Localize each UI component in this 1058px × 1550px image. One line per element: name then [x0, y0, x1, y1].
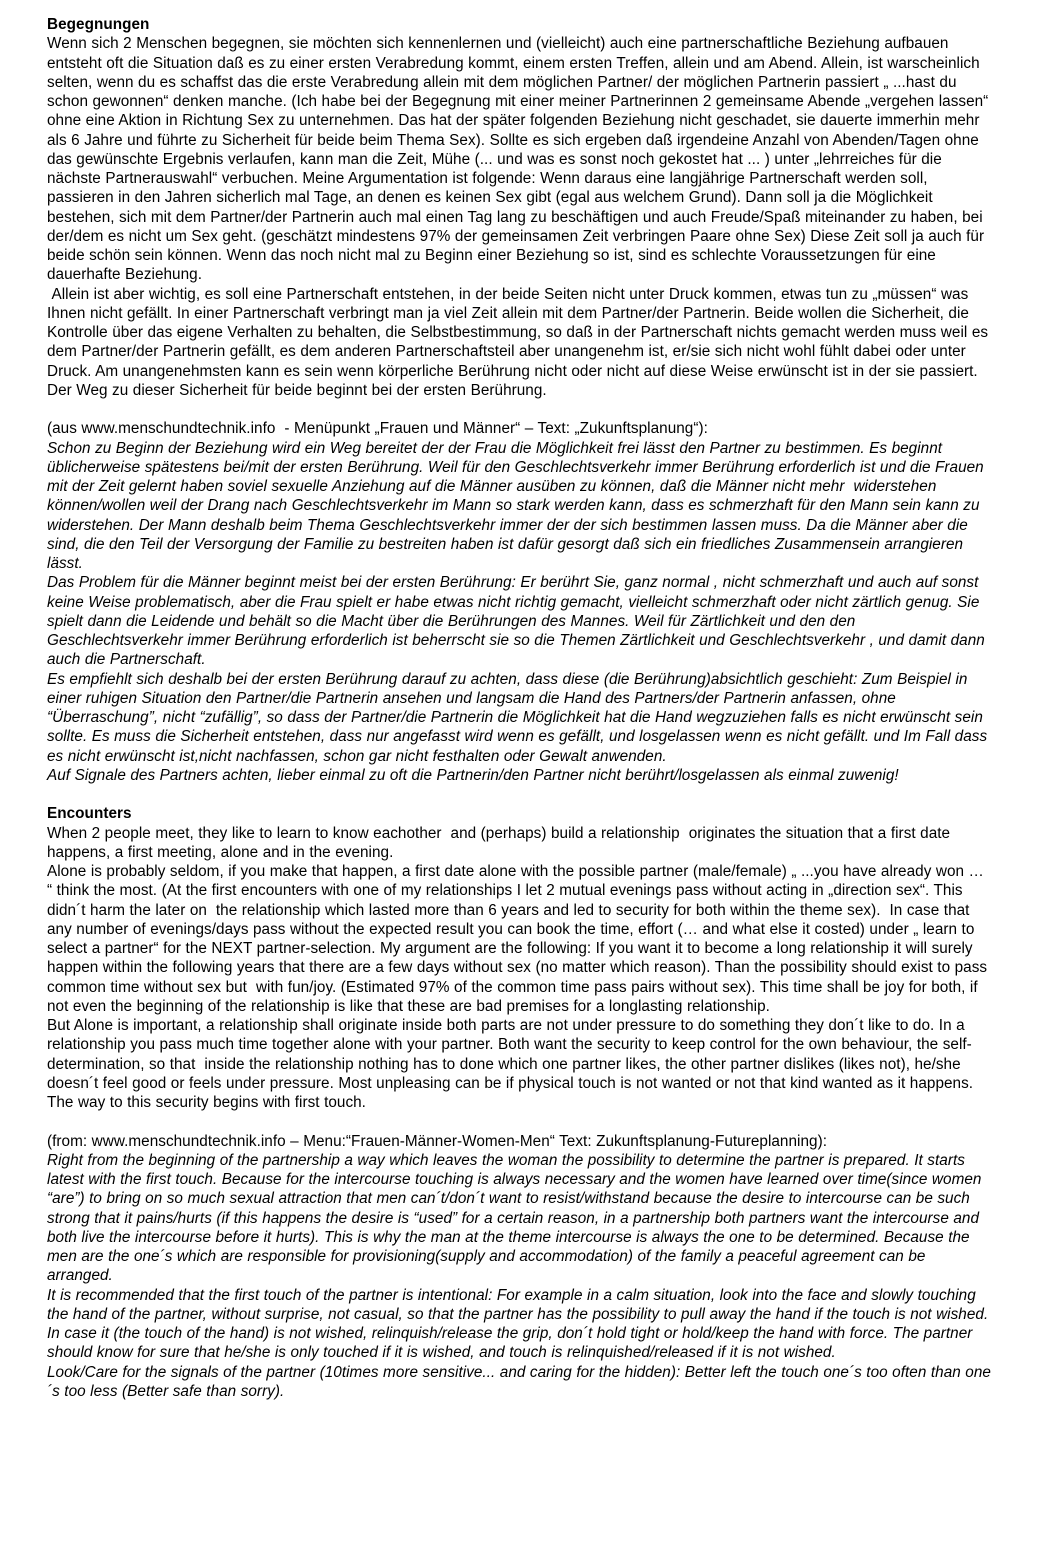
english-paragraph: Alone is probably seldom, if you make that happen, a first date alone with the possible partner (male/female) „ ...you have already won … “ think the most. (At the first encounters with one of my relationships I let 2 mutual evenings pass without acting in „direction sex“. This didn´t harm the later on the relationship which lasted more than 6 years and led to security for both within the theme sex). In case that any number of evenings/days pass without the expected result you can book the time, effort (… and what else it costed) under „ learn to select a partner“ for the NEXT partner-selection. My argument are the following: If you want it to become a long relationship it will surely happen within the following years that there are a few days without sex (no matter which reason). Than the possibility should exist to pass common time without sex but with fun/joy. (Estimated 97% of the common time pass pairs without sex). This time shall be joy for both, if not even the beginning of the relationship is like that these are bad premises for a longlasting relationship.	[47, 863, 992, 1015]
document-page	[47, 15, 993, 1401]
german-quote-paragraph: Es empfiehlt sich deshalb bei der ersten Berührung darauf zu achten, dass diese (die Berührung)absichtlich geschieht: Zum Beispiel in einer ruhigen Situation den Partner/die Partnerin ansehen und langsam die Hand des Partners/der Partnerin anfassen, ohne “Überraschung”, nicht “zufällig”, so dass der Partner/die Partnerin die Möglichkeit hat die Hand wegzuziehen falls es nicht erwünscht sein sollte. Es muss die Sicherheit entstehen, dass nur angefasst wird wenn es gefällt, und losgelassen wenn es nicht gefällt. und Im Fall dass es nicht erwünscht ist,nicht nachfassen, schon gar nicht festhalten oder Gewalt anwenden.	[47, 670, 992, 765]
german-quote-paragraph: Das Problem für die Männer beginnt meist bei der ersten Berührung: Er berührt Sie, ganz normal , nicht schmerzhaft und auch auf sonst keine Weise problematisch, aber die Frau spielt er habe etwas nicht richtig gemacht, vielleicht schmerzhaft oder nicht zärtlich genug. Sie spielt dann die Leidende und behält so die Macht über die Berührungen des Mannes. Weil für Zärtlichkeit und den den Geschlechtsverkehr immer Berührung erforderlich ist beherrscht sie so die Themen Zärtlichkeit und Geschlechtsverkehr , und damit dann auch die Partnerschaft.	[47, 574, 990, 669]
german-quote-paragraph: Schon zu Beginn der Beziehung wird ein Weg bereitet der der Frau die Möglichkeit frei lässt den Partner zu bestimmen. Es beginnt üblicherweise spätestens bei/mit der ersten Berührung. Weil für den Geschlechtsverkehr immer Berührung erforderlich ist und die Frauen mit der Zeit gelernt haben soviel sexuelle Anziehung auf die Männer ausüben zu können, daß die Männer nicht mehr widerstehen können/wollen weil der Drang nach Geschlechtsverkehr im Mann so stark werden kann, dass es schmerzhaft für den Mann sein kann zu widerstehen. Der Mann deshalb beim Thema Geschlechtsverkehr immer der der sich bestimmen lassen muss. Da die Männer aber die sind, die den Teil der Versorgung der Familie zu bestreiten haben ist dafür gesorgt daß sich ein friedliches Zusammensein arrangieren lässt.	[47, 439, 989, 572]
blank-line	[47, 785, 993, 804]
blank-line	[47, 1112, 993, 1131]
english-paragraph: When 2 people meet, they like to learn to know eachother and (perhaps) build a relationship originates the situation that a first date happens, a first meeting, alone and in the evening.	[47, 824, 955, 861]
german-paragraph: Wenn sich 2 Menschen begegnen, sie möchten sich kennenlernen und (vielleicht) auch eine partnerschaftliche Beziehung aufbauen entsteht oft die Situation daß es zu einer ersten Verabredung kommt, einem ersten Treffen, allein und am Abend. Allein, ist warscheinlich selten, wenn du es schaffst das die erste Verabredung allein mit dem möglichen Partner/ der möglichen Partnerin passiert „ ...hast du schon gewonnen“ denken manche. (Ich habe bei der Begegnung mit einer meiner Partnerinnen 2 gemeinsame Abende „vergehen lassen“ ohne eine Aktion in Richtung Sex zu unternehmen. Das hat der später folgenden Beziehung nicht geschadet, sie dauerte immerhin mehr als 6 Jahre und führte zu Sicherheit für beide beim Thema Sex). Sollte es sich ergeben daß irgendeine Anzahl von Abenden/Tagen ohne das gewünschte Ergebnis verlaufen, kann man die Zeit, Mühe (... und was es sonst noch gekostet hat ... ) unter „lehrreiches für die nächste Partnerauswahl“ verbuchen. Meine Argumentation ist folgende: Wenn daraus eine langjährige Partnerschaft werden soll, passieren in den Jahren sicherlich mal Tage, an denen es keinen Sex gibt (egal aus welchem Grund). Dann soll ja die Möglichkeit bestehen, sich mit dem Partner/der Partnerin auch mal einen Tag lang zu beschäftigen und auch Freude/Spaß miteinander zu haben, bei der/dem es nicht um Sex geht. (geschätzt mindestens 97% der gemeinsamen Zeit verbringen Paare ohne Sex) Diese Zeit soll ja auch für beide schön sein können. Wenn das noch nicht mal zu Beginn einer Beziehung so ist, sind es schlechte Voraussetzungen für eine dauerhafte Beziehung.	[47, 35, 993, 284]
english-quote-paragraph: It is recommended that the first touch of the partner is intentional: For example in a calm situation, look into the face and slowly touching the hand of the partner, without surprise, not casual, so that the partner has the possibility to pull away the hand if the touch is not wished. In case it (the touch of the hand) is not wished, relinquish/release the grip, don´t hold tight or hold/keep the hand with force. The partner should know for sure that he/she is only touched if it is wished, and touch is relinquished/released if it is not wished.	[47, 1286, 993, 1362]
german-section	[47, 15, 993, 785]
english-section	[47, 804, 993, 1401]
blank-line	[47, 400, 993, 419]
german-source-line: (aus www.menschundtechnik.info - Menüpunkt „Frauen und Männer“ – Text: „Zukunftsplanung“):	[47, 420, 708, 438]
english-source-line: (from: www.menschundtechnik.info – Menu:“Frauen-Männer-Women-Men“ Text: Zukunftsplanung-Futureplanning):	[47, 1132, 827, 1150]
german-paragraph: Allein ist aber wichtig, es soll eine Partnerschaft entstehen, in der beide Seiten nicht unter Druck kommen, etwas tun zu „müssen“ was Ihnen nicht gefällt. In einer Partnerschaft verbringt man ja viel Zeit allein mit dem Partner/der Partnerin. Beide wollen die Sicherheit, die Kontrolle über das eigene Verhalten zu behalten, die Selbstbestimmung, so daß in der Partnerschaft nichts gemacht werden muss weil es dem Partner/der Partnerin gefällt, es dem anderen Partnerschaftsteil aber unangenehm ist, er/sie sich nicht wohl fühlt dabei oder unter Druck. Am unangenehmsten kann es sein wenn körperliche Berührung nicht oder nicht auf diese Weise erwünscht ist in der sie passiert. Der Weg zu dieser Sicherheit für beide beginnt bei der ersten Berührung.	[47, 285, 993, 399]
english-paragraph: But Alone is important, a relationship shall originate inside both parts are not under pressure to do something they don´t like to do. In a relationship you pass much time together alone with your partner. Both want the security to keep control for the own behaviour, the self-determination, so that inside the relationship nothing has to done which one partner likes, the other partner dislikes (likes not), he/she doesn´t feel good or feels under pressure. Most unpleasing can be if physical touch is not wanted or not that kind wanted as it happens. The way to this security begins with first touch.	[47, 1017, 978, 1111]
german-quote-paragraph: Auf Signale des Partners achten, lieber einmal zu oft die Partnerin/den Partner nicht berührt/losgelassen als einmal zuwenig!	[47, 766, 899, 784]
german-heading: Begegnungen	[47, 16, 150, 33]
english-quote-paragraph: Right from the beginning of the partnership a way which leaves the woman the possibility to determine the partner is prepared. It starts latest with the first touch. Because for the intercourse touching is always necessary and the women have learned over time(since women “are”) to bring on so much sexual attraction that men can´t/don´t want to resist/withstand because the desire to intercourse can be such strong that it pains/hurts (if this happens the desire is “used” for a certain reason, in a partnership both partners want the intercourse and both live the intercourse before it hurts). This is why the man at the theme intercourse is always the one to be determined. Because the men are the one´s which are responsible for provisioning(supply and accommodation) of the family a peaceful agreement can be arranged.	[47, 1151, 986, 1285]
english-heading: Encounters	[47, 805, 132, 823]
english-quote-paragraph: Look/Care for the signals of the partner (10times more sensitive... and caring for the hidden): Better left the touch one´s too often than one´s too less (Better safe than sorry).	[47, 1363, 991, 1400]
